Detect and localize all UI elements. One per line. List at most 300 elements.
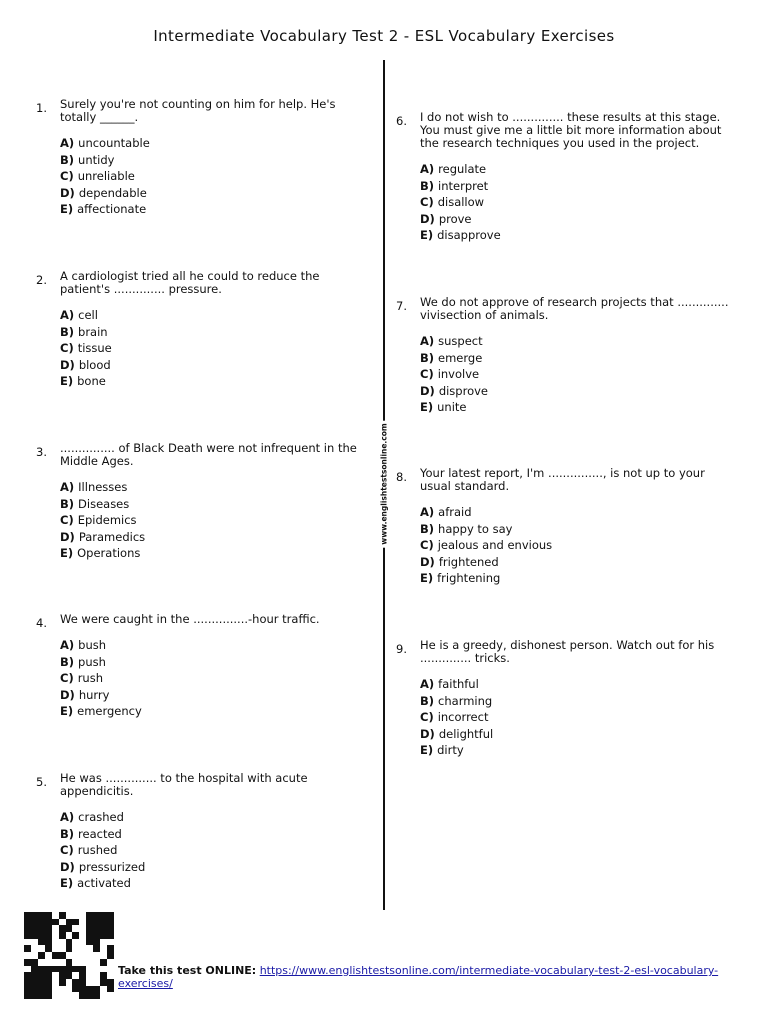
option-item	[420, 504, 730, 521]
qr-module	[86, 912, 93, 919]
option-item	[420, 521, 730, 538]
option-letter: C)	[420, 538, 434, 552]
option-letter: A)	[60, 308, 75, 322]
qr-module	[72, 966, 79, 973]
qr-module	[72, 979, 79, 986]
option-letter: D)	[420, 726, 435, 741]
question-text: Surely you're not counting on him for help. He's totally ______.	[60, 97, 336, 124]
option-letter: E)	[60, 546, 74, 560]
qr-module	[66, 966, 73, 973]
option-letter: C)	[60, 513, 74, 527]
question-5	[36, 771, 370, 892]
option-letter: C)	[420, 367, 434, 381]
qr-module	[72, 972, 79, 979]
qr-module	[45, 986, 52, 993]
option-letter: E)	[420, 400, 434, 414]
option-text: prove	[438, 211, 472, 226]
qr-module	[107, 945, 114, 952]
option-text: involve	[437, 367, 480, 381]
option-letter: D)	[60, 357, 75, 372]
qr-module	[45, 932, 52, 939]
option-item	[60, 512, 370, 529]
qr-module	[24, 952, 31, 959]
qr-module	[45, 966, 52, 973]
option-item	[420, 537, 730, 554]
qr-module	[59, 979, 66, 986]
option-text: regulate	[438, 162, 487, 176]
qr-module	[38, 992, 45, 999]
option-letter: E)	[60, 374, 74, 388]
option-text: charming	[438, 693, 493, 708]
option-text: pressurized	[78, 859, 146, 874]
qr-module	[72, 945, 79, 952]
qr-module	[45, 919, 52, 926]
qr-module	[31, 932, 38, 939]
question-text: Your latest report, I'm ..............., is not up to your usual standard.	[420, 466, 705, 493]
qr-module	[107, 972, 114, 979]
qr-module	[52, 979, 59, 986]
question-number: 4.	[36, 616, 47, 630]
qr-module	[38, 919, 45, 926]
qr-module	[45, 945, 52, 952]
option-item	[60, 324, 370, 341]
qr-module	[24, 932, 31, 939]
qr-module	[93, 912, 100, 919]
option-item	[420, 554, 730, 571]
qr-module	[107, 966, 114, 973]
question-number: 9.	[396, 642, 407, 656]
question-text: He is a greedy, dishonest person. Watch out for his .............. tricks.	[420, 638, 715, 665]
option-list	[60, 637, 370, 720]
option-text: activated	[77, 876, 131, 890]
qr-module	[31, 912, 38, 919]
option-letter: C)	[420, 710, 434, 724]
qr-module	[59, 939, 66, 946]
qr-module	[66, 912, 73, 919]
option-item	[60, 670, 370, 687]
qr-module	[66, 939, 73, 946]
qr-module	[86, 966, 93, 973]
option-list	[60, 135, 370, 218]
qr-module	[52, 932, 59, 939]
qr-module	[79, 932, 86, 939]
option-text: happy to say	[438, 521, 513, 536]
option-letter: E)	[420, 743, 434, 757]
test-online-link[interactable]: https://www.englishtestsonline.com/intermediate-vocabulary-test-2-esl-vocabulary-exercises/	[118, 964, 719, 990]
qr-module	[52, 945, 59, 952]
qr-module	[31, 945, 38, 952]
qr-module	[93, 979, 100, 986]
option-text: incorrect	[437, 710, 489, 724]
qr-module	[52, 986, 59, 993]
option-letter: A)	[420, 162, 435, 176]
qr-module	[59, 952, 66, 959]
qr-module	[52, 959, 59, 966]
qr-module	[24, 992, 31, 999]
qr-module	[31, 925, 38, 932]
qr-module	[59, 912, 66, 919]
qr-module	[93, 966, 100, 973]
option-list	[420, 676, 730, 759]
footer	[118, 964, 738, 990]
option-item	[60, 703, 370, 720]
option-item	[420, 726, 730, 743]
option-list	[420, 161, 730, 244]
option-item	[420, 742, 730, 759]
option-letter: B)	[420, 178, 435, 193]
option-letter: B)	[420, 350, 435, 365]
qr-module	[66, 959, 73, 966]
option-item	[420, 709, 730, 726]
option-text: jealous and envious	[437, 538, 553, 552]
qr-module	[45, 979, 52, 986]
option-letter: B)	[420, 693, 435, 708]
qr-module	[79, 919, 86, 926]
qr-module	[38, 959, 45, 966]
option-letter: E)	[60, 876, 74, 890]
qr-module	[59, 925, 66, 932]
option-list	[60, 307, 370, 390]
option-text: disapprove	[437, 228, 501, 242]
qr-module	[86, 986, 93, 993]
qr-module	[52, 939, 59, 946]
qr-module	[107, 959, 114, 966]
option-text: cell	[78, 308, 98, 322]
option-item	[60, 168, 370, 185]
option-item	[60, 545, 370, 562]
qr-module	[52, 925, 59, 932]
option-text: emerge	[438, 350, 483, 365]
question-number: 1.	[36, 101, 47, 115]
qr-module	[45, 939, 52, 946]
option-letter: C)	[60, 671, 74, 685]
qr-module	[31, 979, 38, 986]
qr-module	[38, 945, 45, 952]
qr-module	[52, 919, 59, 926]
page-title: Intermediate Vocabulary Test 2 - ESL Vocabulary Exercises	[153, 27, 615, 45]
option-item	[60, 529, 370, 546]
option-letter: C)	[60, 341, 74, 355]
option-item	[60, 842, 370, 859]
qr-module	[66, 952, 73, 959]
qr-module	[24, 919, 31, 926]
qr-module	[45, 912, 52, 919]
qr-module	[72, 939, 79, 946]
qr-module	[38, 952, 45, 959]
qr-module	[100, 925, 107, 932]
option-letter: B)	[420, 521, 435, 536]
qr-module	[86, 972, 93, 979]
option-letter: A)	[60, 480, 75, 494]
question-number: 6.	[396, 114, 407, 128]
qr-module	[79, 992, 86, 999]
question-8	[396, 466, 730, 587]
qr-module	[79, 959, 86, 966]
qr-module	[100, 992, 107, 999]
option-letter: A)	[420, 334, 435, 348]
qr-module	[107, 932, 114, 939]
qr-module	[38, 932, 45, 939]
option-text: afraid	[438, 505, 472, 519]
qr-module	[93, 945, 100, 952]
qr-code-icon[interactable]	[24, 912, 114, 999]
qr-module	[38, 966, 45, 973]
option-item	[420, 399, 730, 416]
option-letter: A)	[420, 505, 435, 519]
option-item	[60, 496, 370, 513]
option-text: tissue	[77, 341, 112, 355]
qr-module	[31, 939, 38, 946]
qr-module	[79, 939, 86, 946]
option-letter: D)	[60, 687, 75, 702]
qr-module	[79, 986, 86, 993]
qr-module	[72, 912, 79, 919]
question-text: We were caught in the ...............-hour traffic.	[60, 612, 320, 626]
option-item	[420, 227, 730, 244]
option-letter: E)	[420, 228, 434, 242]
option-text: bone	[77, 374, 106, 388]
qr-module	[38, 986, 45, 993]
option-text: disallow	[437, 195, 485, 209]
qr-module	[86, 925, 93, 932]
qr-module	[86, 945, 93, 952]
qr-module	[52, 972, 59, 979]
qr-module	[72, 952, 79, 959]
option-text: delightful	[438, 726, 494, 741]
qr-module	[59, 972, 66, 979]
qr-module	[66, 925, 73, 932]
qr-module	[100, 966, 107, 973]
qr-module	[59, 945, 66, 952]
option-item	[420, 350, 730, 367]
qr-module	[107, 992, 114, 999]
qr-module	[66, 979, 73, 986]
qr-module	[93, 959, 100, 966]
option-item	[60, 637, 370, 654]
option-text: brain	[78, 324, 108, 339]
qr-module	[31, 966, 38, 973]
option-text: uncountable	[78, 136, 150, 150]
qr-module	[107, 979, 114, 986]
qr-module	[72, 992, 79, 999]
option-letter: B)	[60, 826, 75, 841]
qr-module	[52, 992, 59, 999]
option-item	[420, 693, 730, 710]
qr-module	[79, 925, 86, 932]
option-text: crashed	[78, 810, 124, 824]
question-7	[396, 295, 730, 416]
qr-module	[100, 952, 107, 959]
qr-module	[24, 972, 31, 979]
qr-module	[31, 972, 38, 979]
qr-module	[100, 979, 107, 986]
option-item	[60, 875, 370, 892]
qr-module	[38, 925, 45, 932]
qr-module	[24, 979, 31, 986]
option-item	[420, 211, 730, 228]
qr-module	[59, 932, 66, 939]
qr-module	[79, 966, 86, 973]
option-item	[60, 135, 370, 152]
qr-module	[66, 992, 73, 999]
option-letter: B)	[60, 324, 75, 339]
option-list	[420, 504, 730, 587]
qr-module	[66, 972, 73, 979]
question-text: A cardiologist tried all he could to reduce the patient's .............. pressure.	[60, 269, 320, 296]
option-letter: B)	[60, 496, 75, 511]
qr-module	[86, 939, 93, 946]
qr-module	[59, 919, 66, 926]
qr-module	[107, 952, 114, 959]
qr-module	[45, 925, 52, 932]
qr-module	[24, 959, 31, 966]
qr-module	[45, 972, 52, 979]
qr-module	[100, 932, 107, 939]
option-letter: A)	[60, 810, 75, 824]
option-text: Epidemics	[77, 513, 137, 527]
qr-module	[79, 912, 86, 919]
option-letter: E)	[60, 704, 74, 718]
option-item	[60, 185, 370, 202]
qr-module	[107, 986, 114, 993]
qr-module	[100, 945, 107, 952]
qr-module	[93, 972, 100, 979]
question-number: 7.	[396, 299, 407, 313]
qr-module	[79, 972, 86, 979]
question-text: ............... of Black Death were not infrequent in the Middle Ages.	[60, 441, 357, 468]
option-text: faithful	[438, 677, 479, 691]
question-text: He was .............. to the hospital with acute appendicitis.	[60, 771, 308, 798]
qr-module	[52, 966, 59, 973]
qr-module	[100, 959, 107, 966]
qr-module	[31, 959, 38, 966]
qr-module	[72, 919, 79, 926]
option-item	[60, 809, 370, 826]
option-list	[60, 809, 370, 892]
option-item	[420, 333, 730, 350]
question-2	[36, 269, 370, 390]
qr-module	[31, 986, 38, 993]
qr-module	[93, 925, 100, 932]
qr-module	[79, 945, 86, 952]
option-item	[60, 859, 370, 876]
qr-module	[66, 932, 73, 939]
qr-module	[93, 932, 100, 939]
qr-module	[100, 986, 107, 993]
question-text: I do not wish to .............. these results at this stage. You must give me a little bit more information about the research techniques you used in the project.	[420, 110, 722, 150]
option-text: Diseases	[78, 496, 130, 511]
qr-module	[107, 912, 114, 919]
qr-module	[24, 912, 31, 919]
footer-label: Take this test ONLINE:	[118, 964, 257, 977]
option-letter: C)	[420, 195, 434, 209]
option-text: untidy	[78, 152, 115, 167]
option-text: Illnesses	[78, 480, 128, 494]
question-text: We do not approve of research projects that .............. vivisection of animals.	[420, 295, 729, 322]
question-number: 2.	[36, 273, 47, 287]
option-text: frightened	[438, 554, 499, 569]
option-item	[60, 687, 370, 704]
option-letter: D)	[60, 185, 75, 200]
option-item	[60, 340, 370, 357]
question-number: 8.	[396, 470, 407, 484]
option-letter: A)	[60, 638, 75, 652]
qr-module	[100, 939, 107, 946]
option-item	[60, 826, 370, 843]
qr-module	[86, 932, 93, 939]
qr-module	[72, 925, 79, 932]
option-letter: A)	[60, 136, 75, 150]
option-item	[420, 383, 730, 400]
option-item	[420, 570, 730, 587]
option-item	[420, 366, 730, 383]
option-letter: B)	[60, 152, 75, 167]
qr-module	[93, 939, 100, 946]
qr-module	[107, 919, 114, 926]
option-item	[60, 373, 370, 390]
option-item	[420, 161, 730, 178]
option-letter: D)	[420, 211, 435, 226]
qr-module	[24, 939, 31, 946]
qr-module	[59, 959, 66, 966]
qr-module	[72, 932, 79, 939]
option-text: affectionate	[77, 202, 147, 216]
qr-module	[45, 959, 52, 966]
option-text: blood	[78, 357, 111, 372]
qr-module	[100, 919, 107, 926]
option-letter: B)	[60, 654, 75, 669]
qr-module	[66, 986, 73, 993]
option-text: suspect	[438, 334, 483, 348]
option-text: bush	[78, 638, 107, 652]
option-text: dependable	[78, 185, 147, 200]
qr-module	[79, 979, 86, 986]
qr-module	[52, 912, 59, 919]
option-letter: D)	[420, 554, 435, 569]
qr-module	[59, 986, 66, 993]
qr-module	[59, 966, 66, 973]
qr-module	[38, 979, 45, 986]
option-item	[60, 479, 370, 496]
qr-module	[100, 972, 107, 979]
option-text: unreliable	[77, 169, 135, 183]
qr-module	[107, 925, 114, 932]
qr-module	[66, 919, 73, 926]
qr-module	[31, 992, 38, 999]
qr-module	[45, 952, 52, 959]
option-text: frightening	[437, 571, 501, 585]
question-number: 5.	[36, 775, 47, 789]
qr-module	[38, 972, 45, 979]
option-text: rushed	[77, 843, 118, 857]
qr-module	[107, 939, 114, 946]
qr-module	[86, 952, 93, 959]
option-text: reacted	[78, 826, 122, 841]
qr-module	[59, 992, 66, 999]
option-letter: E)	[60, 202, 74, 216]
option-list	[420, 333, 730, 416]
option-text: hurry	[78, 687, 110, 702]
qr-module	[66, 945, 73, 952]
qr-module	[93, 986, 100, 993]
site-watermark: www.englishtestsonline.com	[380, 420, 389, 547]
option-item	[60, 357, 370, 374]
question-3	[36, 441, 370, 562]
qr-module	[93, 952, 100, 959]
qr-module	[24, 986, 31, 993]
option-item	[60, 152, 370, 169]
qr-module	[93, 919, 100, 926]
